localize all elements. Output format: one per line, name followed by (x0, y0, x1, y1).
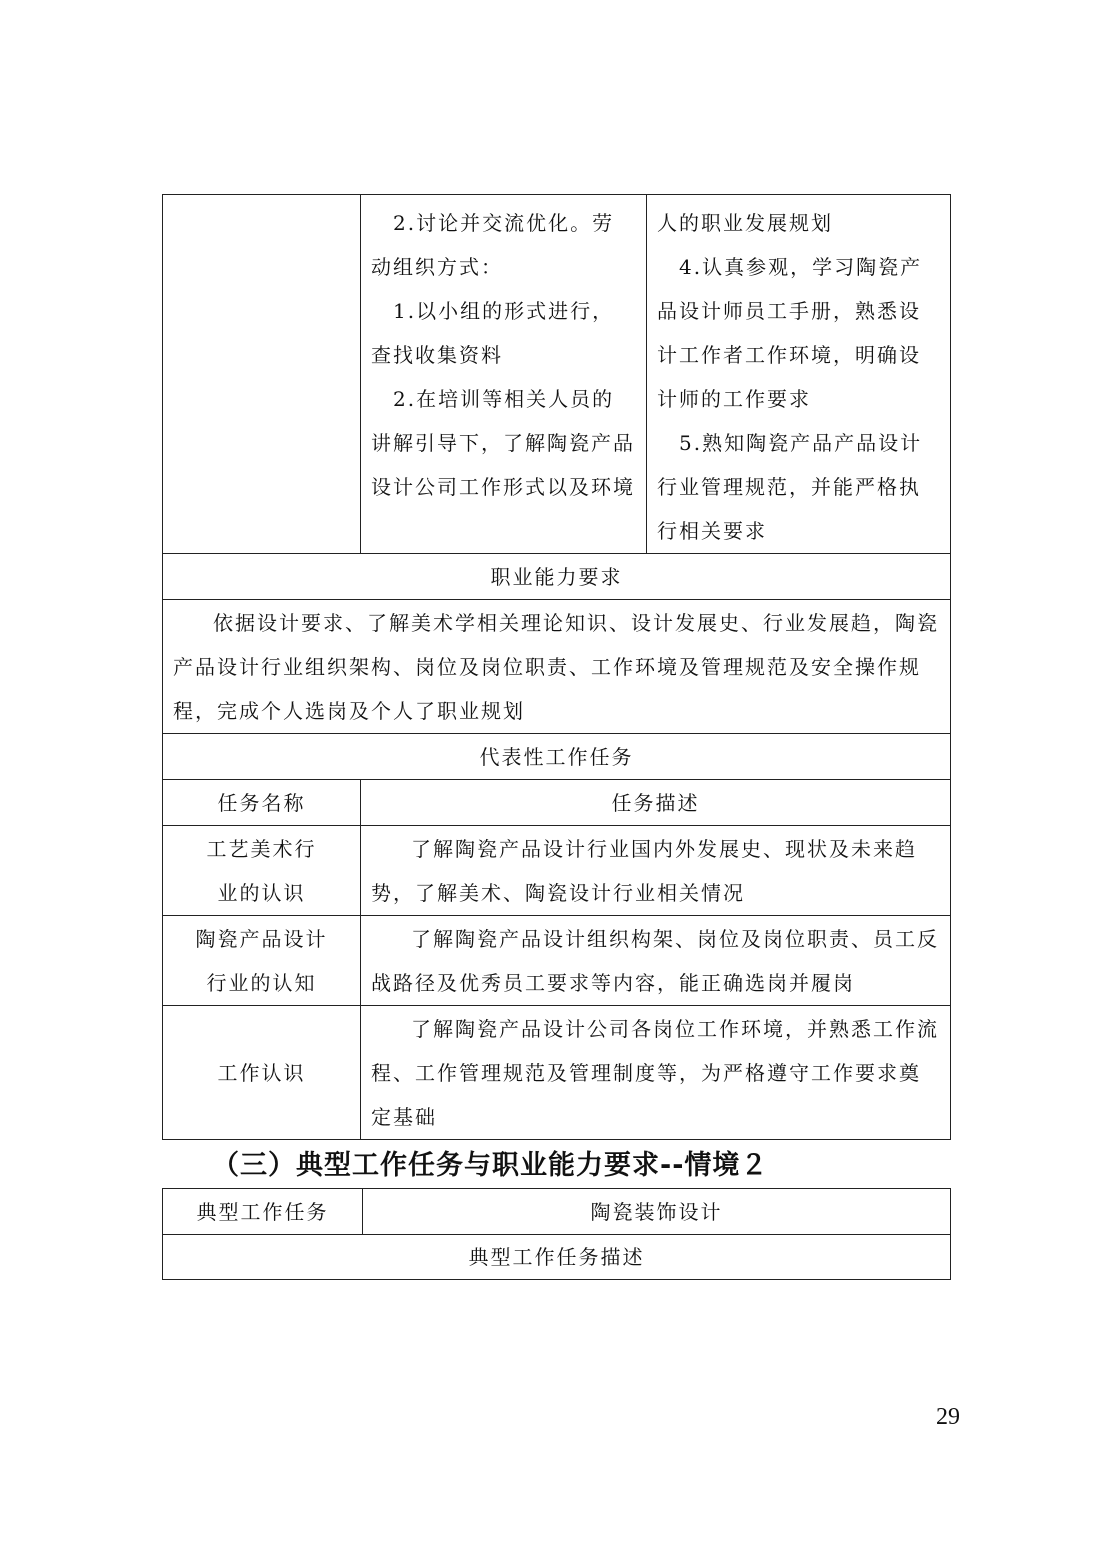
table-row (163, 826, 951, 916)
task-table (162, 194, 951, 1140)
task-name-text: 工艺美术行业的认识 (206, 836, 317, 905)
method-cell (361, 195, 647, 554)
empty-cell (163, 195, 361, 554)
table-row (163, 554, 951, 600)
task-desc-text: 了解陶瓷产品设计公司各岗位工作环境，并熟悉工作流程、工作管理规范及管理制度等，为严格遵守工作要求奠定基础 (371, 1016, 939, 1129)
task-desc (361, 916, 951, 1006)
ability-header: 职业能力要求 (163, 554, 951, 600)
requirement-text-3: 5.熟知陶瓷产品产品设计行业管理规范，并能严格执行相关要求 (657, 431, 923, 543)
section-heading: （三）典型工作任务与职业能力要求--情境２ (212, 1150, 769, 1181)
tasks-header: 代表性工作任务 (163, 734, 951, 780)
task-desc-text: 了解陶瓷产品设计组织构架、岗位及岗位职责、员工反战路径及优秀员工要求等内容，能正确选岗并履岗 (371, 926, 939, 995)
task-name-text: 陶瓷产品设计行业的认知 (195, 926, 328, 995)
task-name (163, 826, 361, 916)
task-name: 工作认识 (163, 1006, 361, 1140)
table-row (163, 195, 951, 554)
table-row (163, 780, 951, 826)
page-number: 29 (936, 1404, 960, 1430)
ability-paragraph: 依据设计要求、了解美术学相关理论知识、设计发展史、行业发展趋，陶瓷产品设计行业组织架构、岗位及岗位职责、工作环境及管理规范及安全操作规程，完成个人选岗及个人了职业规划 (173, 610, 939, 723)
task-value: 陶瓷装饰设计 (363, 1189, 951, 1235)
task-name (163, 916, 361, 1006)
method-text-1: 2.讨论并交流优化。劳动组织方式： (371, 211, 615, 279)
table-row (163, 734, 951, 780)
task-label: 典型工作任务 (163, 1189, 363, 1235)
task-desc (361, 1006, 951, 1140)
ability-text (163, 600, 951, 734)
method-text-3: 2.在培训等相关人员的讲解引导下，了解陶瓷产品设计公司工作形式以及环境 (371, 387, 635, 499)
table-row (163, 1189, 951, 1235)
task-desc (361, 826, 951, 916)
requirement-text-2: 4.认真参观，学习陶瓷产品设计师员工手册，熟悉设计工作者工作环境，明确设计师的工作要求 (657, 255, 923, 411)
col-header-desc: 任务描述 (361, 780, 951, 826)
table-row (163, 600, 951, 734)
requirement-text-1: 人的职业发展规划 (657, 211, 833, 235)
table-row (163, 1235, 951, 1280)
context2-table (162, 1188, 951, 1280)
desc-header: 典型工作任务描述 (163, 1235, 951, 1280)
table-row (163, 916, 951, 1006)
task-desc-text: 了解陶瓷产品设计行业国内外发展史、现状及未来趋势，了解美术、陶瓷设计行业相关情况 (371, 836, 917, 905)
col-header-name: 任务名称 (163, 780, 361, 826)
requirement-cell (647, 195, 951, 554)
method-text-2: 1.以小组的形式进行，查找收集资料 (371, 299, 615, 367)
table-row (163, 1006, 951, 1140)
